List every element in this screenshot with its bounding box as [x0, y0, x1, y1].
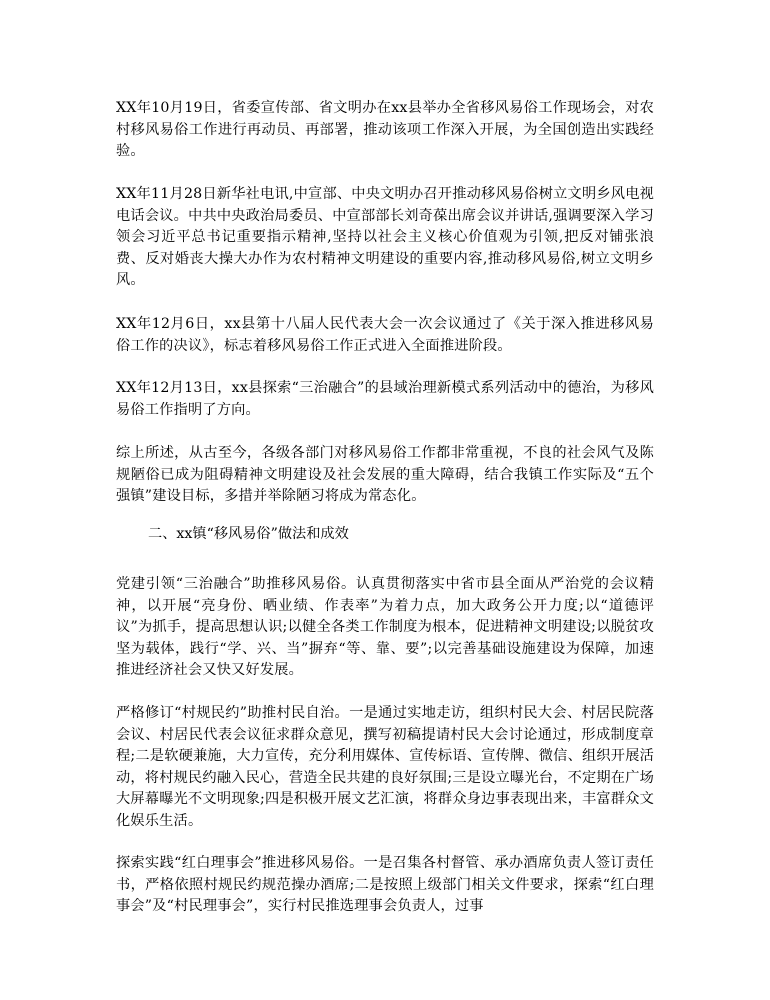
- paragraph-5: 综上所述，从古至今，各级各部门对移风易俗工作都非常重视，不良的社会风气及陈规陋俗已成为阻碍精神文明建设及社会发展的重大障碍，结合我镇工作实际及“五个强镇”建设目标，多措并举除陋习将成为常态化。: [116, 445, 654, 505]
- paragraph-1: XX年10月19日，省委宣传部、省文明办在xx县举办全省移风易俗工作现场会，对农村移风易俗工作进行再动员、再部署，推动该项工作深入开展，为全国创造出实践经验。: [116, 100, 654, 160]
- paragraph-3: XX年12月6日，xx县第十八届人民代表大会一次会议通过了《关于深入推进移风易俗工作的决议》，标志着移风易俗工作正式进入全面推进阶段。: [116, 316, 654, 354]
- section-paragraph-2: 严格修订“村规民约”助推村民自治。一是通过实地走访，组织村民大会、村居民院落会议、村居民代表会议征求群众意见，撰写初稿提请村民大会讨论通过，形成制度章程;二是软硬兼施，大力宣传，充分利用媒体、宣传标语、宣传牌、微信、组织开展活动，将村规民约融入民心，营造全民共建的良好氛围;三是设立曝光台，不定期在广场大屏幕曝光不文明现象;四是积极开展文艺汇演，将群众身边事表现出来，丰富群众文化娱乐生活。: [116, 705, 654, 829]
- section-paragraph-1: 党建引领“三治融合”助推移风易俗。认真贯彻落实中省市县全面从严治党的会议精神，以开展“亮身份、晒业绩、作表率”为着力点，加大政务公开力度;以“道德评议”为抓手，提高思想认识;以健全各类工作制度为根本，促进精神文明建设;以脱贫攻坚为载体，践行“学、兴、当”摒弃“等、靠、要”;以完善基础设施建设为保障，加速推进经济社会又快又好发展。: [116, 576, 654, 679]
- paragraph-4: XX年12月13日，xx县探索“三治融合”的县域治理新模式系列活动中的德治，为移风易俗工作指明了方向。: [116, 380, 654, 418]
- section-heading: 二、xx镇“移风易俗”做法和成效: [148, 526, 349, 542]
- paragraph-2: XX年11月28日新华社电讯,中宣部、中央文明办召开推动移风易俗树立文明乡风电视电话会议。中共中央政治局委员、中宣部部长刘奇葆出席会议并讲话,强调要深入学习领会习近平总书记重要指示精神,坚持以社会主义核心价值观为引领,把反对铺张浪费、反对婚丧大操大办作为农村精神文明建设的重要内容,推动移风易俗,树立文明乡风。: [116, 186, 654, 289]
- section-paragraph-3: 探索实践“红白理事会”推进移风易俗。一是召集各村督管、承办酒席负责人签订责任书，严格依照村规民约规范操办酒席;二是按照上级部门相关文件要求，探索“红白理事会”及“村民理事会”，实行村民推选理事会负责人，过事: [116, 855, 654, 915]
